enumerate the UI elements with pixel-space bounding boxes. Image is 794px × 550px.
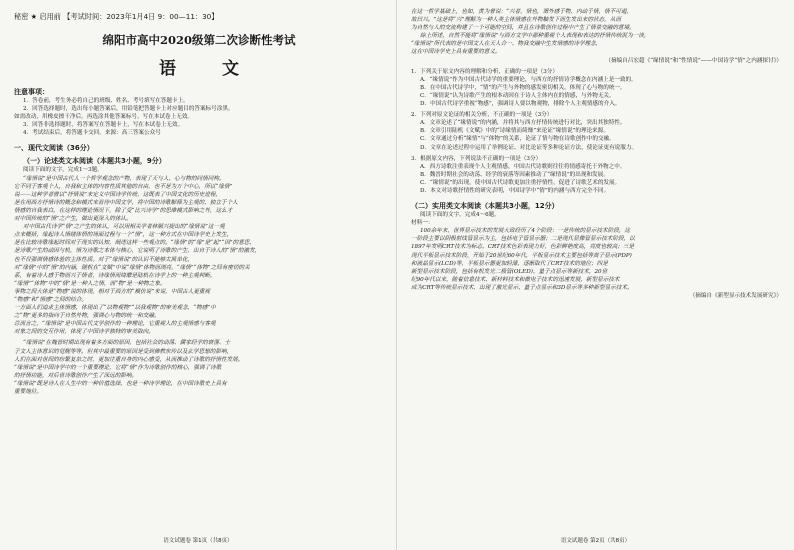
question-option: D．中国古代诗学重视“物感”，强调诗人要以物观物，排除个人主观情感的介入。 (420, 101, 621, 108)
material-label: 材料一： (411, 220, 434, 227)
body-line: 对中国传统的“情”之产生，做出更深入的体认。 (14, 216, 132, 223)
body-line: 一阶段主要以阴极射线管显示为主，包括电子管显示器；二是现代显像管显示技术阶段，以 (411, 236, 635, 243)
body-line: 是诗歌产生的动因与机，情为诗歌之本体与核心，它说明了诗歌的产生，出自于诗人的“情”的激发， (14, 248, 261, 255)
body-line: 点来概括，缘起诗人情绪体悟的场面过程与一个“情”，这一种方式在中国诗学史上发生， (14, 232, 233, 239)
body-line: 对中国古代诗学“情”之产生的体认，可以用相关学者林顺兴提出的“缘情说”这一观 (23, 224, 225, 231)
notice-line: 4．考试结束后，将答题卡交回。来源：高三答案公众号 (23, 130, 161, 137)
body-line: 对象之间的交互作用，体现了中国诗学独特的审美取向。 (14, 329, 154, 336)
body-line: 人们在面对世间的纷繁复杂之时，更加注重自身的内心感受，从而推动了诗歌的抒情性发展。 (14, 356, 244, 363)
question-option: D．本文对诗歌抒情性的研究表明，中国诗学中“情”的内涵与西方完全不同。 (420, 187, 610, 194)
body-line: 成为CRT等传统显示技术，出现了激光显示、量子点显示和3D显示等多种新型显示技术。 (411, 284, 633, 291)
question-stem: 2．下列对原文论证的相关分析，不正确的一项是（3分） (411, 112, 553, 119)
exam-title: 绵阳市高中2020级第二次诊断性考试 (102, 33, 296, 47)
body-line: 为自然与人的交流构建了一个可能的空间，并且在诗歌创作过程中产生了情景交融的意境。 (411, 25, 635, 32)
body-line: 的抒情功能，对后世诗歌创作产生了深远的影响。 (14, 372, 138, 379)
page-right (397, 0, 794, 550)
question-stem: 1．下列关于原文内容的理解和分析，正确的一项是（3分） (411, 68, 558, 75)
question-option: C．文章通过分析“缘情”与“体物”的关系，论证了情与物在诗歌创作中的交融。 (420, 136, 615, 143)
notice-line: 如需改动，用橡皮擦干净后，再选涂其他答案标号。写在本试卷上无效。 (14, 114, 194, 121)
body-line: 重要地位。 (14, 389, 42, 395)
body-line: 是在用西方抒情诗的概念和模式来看待中国文学，将中国的诗歌解释为主观的、独立于个人 (14, 199, 238, 206)
body-line: 情感的自我表白。在这样的理论情况下，除了受“比兴诗学”的思维模式影响之外，这么才 (14, 207, 233, 214)
page-footer: 语文试题卷 第1页（共8页） (163, 538, 233, 544)
question-option: C．“缘情说”的出现，使中国古代诗歌更加注重抒情性，促进了诗歌艺术的发展。 (420, 179, 621, 186)
body-line: 故曰兴。”这是将“兴”理解为一种人类主体情感在外物触发下而生发出来的状态，从而 (411, 17, 621, 24)
body-line: “物感”和“情感”之间的结合。 (14, 296, 87, 303)
question-option: B．文章引用陆机《文赋》中的“诗缘情而绮靡”来论证“缘情说”的理论来源。 (420, 128, 609, 135)
body-line: 系，有着诗人感于物而兴于情者，诗缘情而绮靡是陆机在诗学上的一种主观判断。 (14, 272, 216, 279)
question-option: C．“缘情说”认为诗歌产生的根本动因在于诗人主体内在的情感，与外物无关。 (420, 92, 615, 99)
body-line: 在这一哲学基础上，也如，黄为曾说：“兴者，情也，谓外感于物，内动于情，情不可遏， (411, 9, 633, 15)
subsection-heading: （一）论述类文本阅读（本题共3小题，9分） (23, 157, 166, 166)
instruction: 阅读下面的文字，完成1～3题。 (23, 167, 103, 174)
source-citation: （摘编自《新型显示技术发展研究》） (689, 293, 782, 299)
subsection-heading: （二）实用类文本阅读（本题共3小题，12分） (411, 202, 559, 211)
body-line: 子文人主体意识的觉醒等等。但其中最重要的原因是受到佛教东传以及玄学思想的影响， (14, 348, 233, 355)
body-line: 对“缘情”中的“情”的内涵，随机在“文赋”中说“缘情”体物而浏亮，“缘情”“体物”之间有密切的关 (14, 264, 250, 271)
body-line: “缘情说”既是诗人在人生中的一种价值选择，也是一种诗学理论，在中国诗歌史上具有 (14, 380, 227, 387)
body-line: 综上所述，自然不能将“缘情说”与西方文学中那种重视个人表现和表达的抒情传统混为一谈， (420, 33, 650, 40)
question-option: A．“缘情说”作为中国古代诗学的重要理论，与西方的抒情诗学概念在内涵上是一致的。 (420, 76, 637, 83)
question-option: D．文章在论述过程中运用了举例论证、对比论证等多种论证方法，使论证更有说服力。 (420, 144, 638, 151)
body-line: 100余年来，世界显示技术的发展大致经历了4个阶段：一是传统的显示技术阶段，这 (420, 228, 631, 235)
body-line: “缘情说”是中国诗学中的一个重要理论，它将“情”作为诗歌创作的核心，强调了诗歌 (14, 364, 222, 371)
body-line: 也不仅强调情感体验的主体性质。对于“缘情说”的认识不能够太简单化， (14, 256, 194, 263)
body-line: “缘情”“体物”中的“情”是一种人之情，而“物”是一种物之象。 (14, 280, 166, 287)
notice-line: 3．回答非选择题时，将答案写在答题卡上，写在本试卷上无效。 (23, 122, 184, 129)
body-line: 事物之间大体是“物感”说的体现，相对于西方的“模仿说”来说，中国古人更重视 (14, 288, 211, 295)
question-stem: 3．根据原文内容，下列说法不正确的一项是（3分） (411, 155, 542, 162)
body-line: 总而言之，“缘情说”是中国古代文学创作的一种理论，它重视人的主观情感与客观 (14, 321, 216, 328)
body-line: 纪90年代以来，随着信息技术、新材料技术和微电子技术的迅速发展，新型显示技术 (411, 276, 620, 283)
question-option: A．西方诗歌注重表现个人主观情感，中国古代诗歌则往往将情感寄托于外物之中。 (420, 163, 626, 170)
body-line: 和液晶显示(LCD)等，平板显示器更加轻薄，逐渐取代了CRT技术的地位；四是 (411, 260, 608, 267)
body-line: “缘情说”在魏晋时期出现有着多方面的原因，包括社会的动荡、儒家经学的衰落、士 (23, 340, 231, 347)
body-line: 说——这种学者曾以“抒情说”来定义中国诗学传统，这既表了中国文化的历史进程， (14, 191, 222, 198)
instruction: 阅读下面的文字，完成4～6题。 (420, 212, 500, 219)
body-line: “缘情说”是中国古代人一个哲学观念的产物，表现了天与人、心与物的同情同构。 (23, 175, 225, 182)
section-heading: 一、现代文阅读（36分） (14, 144, 94, 153)
subject-title: 语 文 (159, 59, 259, 79)
body-line: 之“物”更多的指向于自然外物，强调心与物的统一和交融。 (14, 313, 160, 320)
source-citation: （摘编自吕宏超《“缘情说”和“性情说”——中国诗学“情”之内涵探讨》） (605, 57, 782, 64)
body-line: 一方面人们追求主体情感，体现出了“以物观物”“以我观物”的审美观念，“物感”中 (14, 305, 216, 312)
body-line: 新型显示技术阶段，包括有机发光二极管(OLED)、量子点显示等新技术，20世 (411, 268, 608, 275)
notice-title: 注意事项： (14, 88, 49, 96)
body-line: 是在比较诗歌缘起时间对于现实的认知，阐述这样一些观点的。“缘情”的“缘”是“起”“因”的意思， (14, 240, 256, 247)
notice-line: 2．回答选择题时，选出每小题答案后，用铅笔把答题卡上对应题目的答案标号涂黑。 (23, 106, 234, 113)
body-line: 1897年发明CRT技术为标志。CRT技术色彩表现力好，色彩鲜艳度高，亮度也较高；三是 (411, 244, 635, 251)
exam-header: 秘密 ★ 启用前 【考试时间：2023年1月4日 9：00—11：30】 (14, 12, 219, 21)
page-footer: 语文试题卷 第2页（共8页） (560, 538, 631, 544)
question-option: A．文章论述了“缘情说”的内涵，并将其与西方抒情传统进行对比，突出其独特性。 (420, 120, 626, 127)
question-option: B．魏晋时期社会的动荡、经学的衰落等因素推动了“缘情说”的出现和发展。 (420, 171, 609, 178)
body-line: “缘情说”所代表的是中国文人在天人合一、物我交融中生发情感的诗学理念， (411, 41, 602, 48)
question-option: B．在中国古代诗学中，“情”的产生与外物的感发密切相关，体现了心与物的统一。 (420, 84, 626, 91)
body-line: 这在中国诗学史上具有重要的意义。 (411, 49, 501, 56)
body-line: 现代平板显示技术阶段，开始于20世纪60年代，平板显示技术主要包括等离子显示(PDP) (411, 252, 632, 259)
body-line: 它不同于客观个人，自我和主体的内容性质其他的自由，也不是为万个中心，所以“缘情” (14, 183, 233, 190)
notice-line: 1．答卷前，考生务必将自己的班级、姓名、考号填写在答题卡上。 (23, 98, 189, 104)
